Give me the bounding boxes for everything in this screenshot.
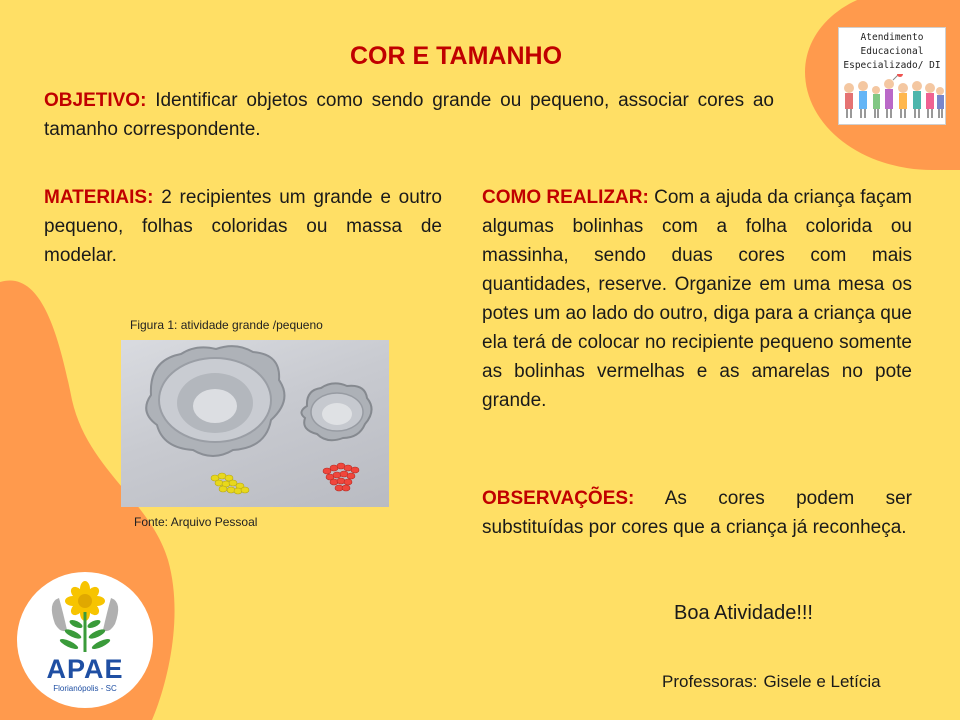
observations-paragraph: [482, 484, 912, 542]
how-to-paragraph: [482, 183, 912, 415]
materials-label: MATERIAIS:: [44, 187, 154, 208]
badge-line-2: Educacional: [860, 46, 924, 57]
figure-source: Fonte: Arquivo Pessoal: [134, 515, 258, 529]
page-title: COR E TAMANHO: [349, 42, 563, 70]
materials-text: 2 recipientes um grande e outro pequeno, folhas coloridas ou massa de modelar.: [44, 187, 442, 266]
objective-label: OBJETIVO:: [44, 90, 147, 111]
observations-text: As cores podem ser substituídas por cores que a criança já reconheça.: [482, 488, 912, 538]
badge-line-1: Atendimento: [860, 32, 924, 43]
teachers-names: Gisele e Letícia: [763, 672, 881, 691]
objective-paragraph: [44, 86, 774, 144]
teachers-line: [662, 672, 881, 692]
child-figures: [844, 74, 944, 118]
materials-paragraph: [44, 183, 442, 270]
observations-label: OBSERVAÇÕES:: [482, 488, 635, 509]
large-bowl: [146, 346, 284, 456]
closing-message: Boa Atividade!!!: [674, 602, 813, 624]
aee-badge: [838, 27, 946, 125]
objective-text: Identificar objetos como sendo grande ou pequeno, associar cores ao tamanho correspondente.: [44, 90, 774, 140]
figure-caption: Figura 1: atividade grande /pequeno: [130, 318, 323, 332]
yellow-balls: [211, 473, 249, 494]
apae-name: APAE: [46, 654, 124, 684]
children-illustration: [841, 74, 945, 124]
how-to-label: COMO REALIZAR:: [482, 187, 649, 208]
small-bowl: [301, 383, 371, 440]
how-to-text: Com a ajuda da criança façam algumas bolinhas com a folha colorida ou massinha, sendo duas cores com mais quantidades, reserve. Organize em uma mesa os potes um ao lado do outro, diga para a criança que ela terá de colocar no recipiente pequeno somente as bolinhas vermelhas e as amarelas no pote grande.: [482, 187, 913, 411]
teachers-label: Professoras:: [662, 672, 758, 691]
activity-photo: [121, 340, 389, 507]
red-balls: [323, 463, 359, 491]
badge-line-3: Especializado/ DI: [843, 60, 941, 71]
apae-logo: [17, 572, 153, 708]
apae-city: Florianópolis - SC: [53, 684, 117, 693]
